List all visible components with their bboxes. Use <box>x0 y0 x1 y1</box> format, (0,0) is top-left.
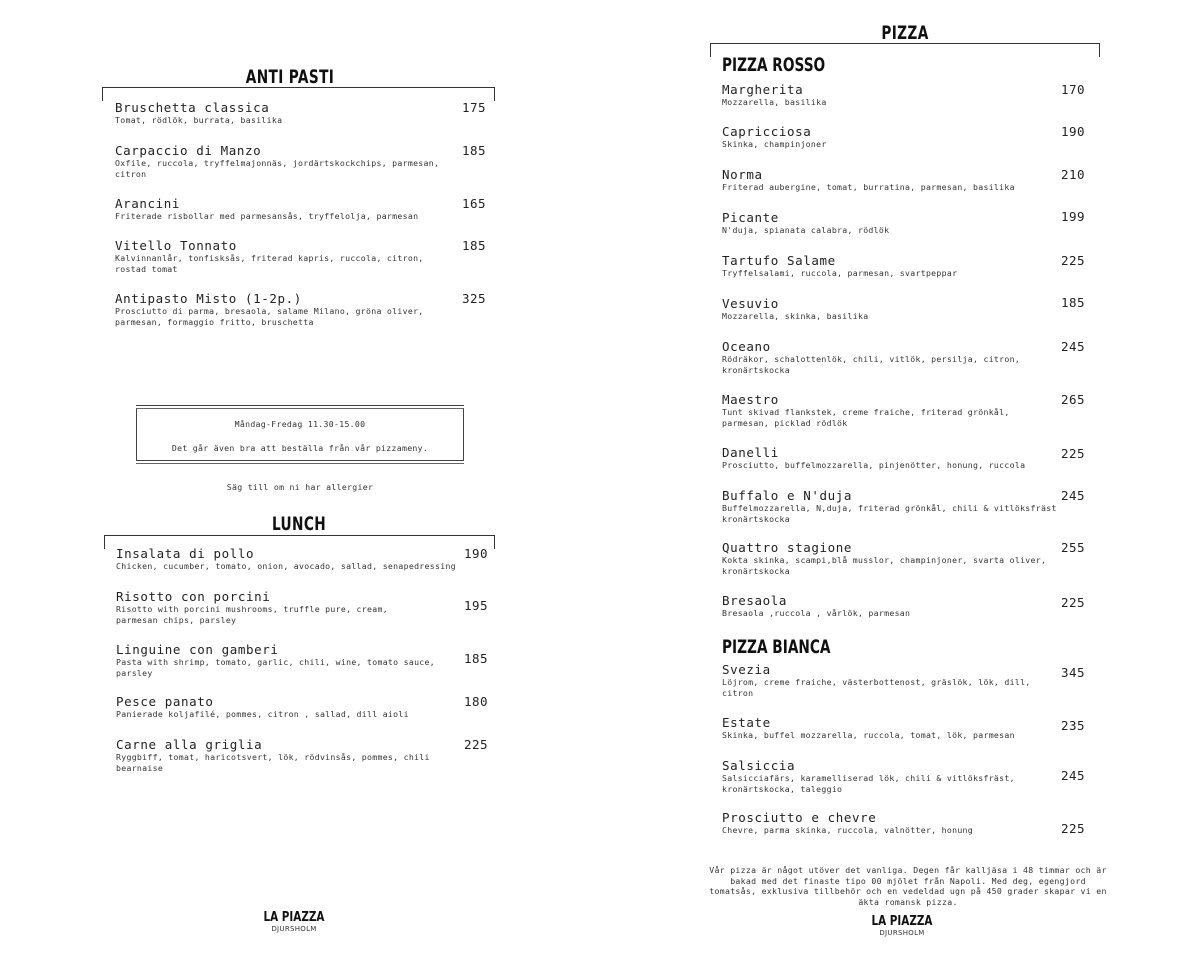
item-price: 225 <box>1061 446 1086 461</box>
allergy-note: Säg till om ni har allergier <box>226 482 374 492</box>
item-price: 180 <box>464 694 489 709</box>
item-price: 235 <box>1061 718 1086 733</box>
menu-item <box>116 546 506 572</box>
box-left-border <box>136 409 137 461</box>
item-price: 170 <box>1061 82 1086 97</box>
logo-right <box>852 914 952 937</box>
item-price: 185 <box>462 238 487 253</box>
item-desc: Skinka, buffel mozzarella, ruccola, tomat, lök, parmesan <box>722 730 1015 740</box>
box-bottom-border <box>136 460 464 464</box>
menu-item <box>115 100 505 126</box>
pizza-rosso-title: PIZZA ROSSO <box>722 54 826 76</box>
item-name: Tartufo Salame <box>722 253 836 268</box>
item-price: 245 <box>1061 339 1086 354</box>
item-name: Risotto con porcini <box>116 589 271 604</box>
item-name: Vitello Tonnato <box>115 238 237 253</box>
item-desc: Oxfile, ruccola, tryffelmajonnäs, jordärtskockchips, parmesan, citron <box>115 158 440 179</box>
item-price: 210 <box>1061 167 1086 182</box>
item-price: 185 <box>464 651 489 666</box>
item-name: Quattro stagione <box>722 540 853 555</box>
item-price: 245 <box>1061 768 1086 783</box>
item-desc: Löjrom, creme fraiche, västerbottenost, gräslök, lök, dill, citron <box>722 677 1031 698</box>
item-name: Arancini <box>115 196 181 211</box>
item-name: Capricciosa <box>722 124 812 139</box>
menu-item <box>722 540 1062 576</box>
item-name: Salsiccia <box>722 758 796 773</box>
menu-item <box>115 196 505 222</box>
item-desc: Buffelmozzarella, N,duja, friterad grönkål, chili & vitlöksfräst kronärtskocka <box>722 503 1057 524</box>
item-desc: N'duja, spianata calabra, rödlök <box>722 225 890 235</box>
logo-location: DJURSHOLM <box>271 925 317 933</box>
item-desc: Friterade risbollar med parmesansås, tryffelolja, parmesan <box>115 211 419 221</box>
box-right-border <box>463 409 464 461</box>
item-name: Oceano <box>722 339 771 354</box>
menu-item <box>115 291 505 327</box>
item-price: 190 <box>1061 124 1086 139</box>
menu-item <box>116 737 506 773</box>
pizza-title: PIZZA <box>881 22 929 44</box>
item-price: 225 <box>1061 595 1086 610</box>
lunch-hours: Måndag-Fredag 11.30-15.00 <box>234 419 366 429</box>
item-desc: Mozzarella, basilika <box>722 97 827 107</box>
item-desc: Panierade koljafilé, pommes, citron , sallad, dill aioli <box>116 709 409 719</box>
item-name: Carpaccio di Manzo <box>115 143 262 158</box>
item-price: 199 <box>1061 209 1086 224</box>
item-price: 185 <box>462 143 487 158</box>
logo-location: DJURSHOLM <box>879 929 925 937</box>
item-name: Vesuvio <box>722 296 779 311</box>
item-desc: Friterad aubergine, tomat, burratina, parmesan, basilika <box>722 182 1015 192</box>
item-desc: Risotto with porcini mushrooms, truffle pure, cream, parmesan chips, parsley <box>116 604 388 625</box>
item-price: 255 <box>1061 540 1086 555</box>
item-desc: Skinka, champinjoner <box>722 139 827 149</box>
item-price: 345 <box>1061 665 1086 680</box>
menu-item <box>722 758 1062 794</box>
item-price: 225 <box>464 737 489 752</box>
item-name: Insalata di pollo <box>116 546 255 561</box>
pizza-footer-note: Vår pizza är något utöver det vanliga. Degen får kalljäsa i 48 timmar och är bakad med det finaste tipo 00 mjölet från Napoli. Med deg, egengjord tomatsås, exklusiva tillbehör och en vedeldad ugn på 450 grader skapar vi en äkta romansk pizza. <box>709 865 1107 907</box>
menu-item <box>722 593 1062 619</box>
menu-item <box>722 253 1062 279</box>
lunch-note: Det går även bra att beställa från vår pizzameny. <box>171 443 429 453</box>
menu-item <box>722 124 1062 150</box>
item-price: 225 <box>1061 821 1086 836</box>
item-name: Norma <box>722 167 763 182</box>
item-name: Carne alla griglia <box>116 737 263 752</box>
item-desc: Chicken, cucumber, tomato, onion, avocado, sallad, senapedressing <box>116 561 456 571</box>
item-desc: Rödräkor, schalottenlök, chili, vitlök, persilja, citron, kronärtskocka <box>722 354 1021 375</box>
menu-item <box>115 238 505 274</box>
menu-item <box>722 82 1062 108</box>
menu-item <box>722 445 1062 471</box>
item-name: Margherita <box>722 82 804 97</box>
item-price: 225 <box>1061 253 1086 268</box>
box-top-border <box>136 405 464 409</box>
item-desc: Tunt skivad flankstek, creme fraiche, friterad grönkål, parmesan, picklad rödlök <box>722 407 1010 428</box>
item-desc: Prosciutto, buffelmozzarella, pinjenötter, honung, ruccola <box>722 460 1026 470</box>
item-desc: Salsicciafärs, karamelliserad lök, chili & vitlöksfräst, kronärtskocka, taleggio <box>722 773 1015 794</box>
item-name: Linguine con gamberi <box>116 642 279 657</box>
menu-item <box>722 392 1062 428</box>
item-name: Antipasto Misto (1-2p.) <box>115 291 302 306</box>
item-desc: Mozzarella, skinka, basilika <box>722 311 869 321</box>
logo-name: LA PIAZZA <box>263 910 325 925</box>
menu-item <box>116 642 506 678</box>
menu-item <box>722 488 1062 524</box>
item-price: 185 <box>1061 295 1086 310</box>
item-desc: Tryffelsalami, ruccola, parmesan, svartpeppar <box>722 268 958 278</box>
item-name: Danelli <box>722 445 779 460</box>
item-name: Estate <box>722 715 771 730</box>
item-price: 265 <box>1061 392 1086 407</box>
antipasti-bracket <box>102 87 495 101</box>
menu-item <box>116 694 506 720</box>
item-price: 190 <box>464 546 489 561</box>
item-desc: Kalvinnanlår, tonfisksås, friterad kapris, ruccola, citron, rostad tomat <box>115 253 424 274</box>
item-name: Buffalo e N'duja <box>722 488 853 503</box>
pizza-bianca-title: PIZZA BIANCA <box>722 636 831 658</box>
antipasti-title: ANTI PASTI <box>245 66 335 88</box>
menu-item <box>722 210 1062 236</box>
item-name: Bruschetta classica <box>115 100 270 115</box>
menu-item <box>722 339 1062 375</box>
menu-item <box>722 810 1062 836</box>
item-desc: Ryggbiff, tomat, haricotsvert, lök, rödvinsås, pommes, chili bearnaise <box>116 752 430 773</box>
menu-item <box>722 167 1062 193</box>
item-desc: Kokta skinka, scampi,blå musslor, champinjoner, svarta oliver, kronärtskocka <box>722 555 1047 576</box>
item-name: Prosciutto e chevre <box>722 810 877 825</box>
menu-item <box>722 662 1062 698</box>
item-desc: Bresaola ,ruccola , vårlök, parmesan <box>722 608 911 618</box>
item-desc: Prosciutto di parma, bresaola, salame Milano, gröna oliver, parmesan, formaggio fritto, bruschetta <box>115 306 424 327</box>
item-price: 325 <box>462 291 487 306</box>
item-price: 195 <box>464 598 489 613</box>
item-price: 165 <box>462 196 487 211</box>
menu-item <box>115 143 505 179</box>
logo-left <box>244 910 344 933</box>
menu-item <box>116 589 506 625</box>
item-desc: Pasta with shrimp, tomato, garlic, chili, wine, tomato sauce, parsley <box>116 657 435 678</box>
item-name: Maestro <box>722 392 779 407</box>
lunch-title: LUNCH <box>271 513 327 535</box>
lunch-hours-box <box>136 405 464 465</box>
menu-item <box>722 296 1062 322</box>
item-name: Picante <box>722 210 779 225</box>
logo-name: LA PIAZZA <box>871 914 933 929</box>
item-price: 175 <box>462 100 487 115</box>
item-price: 245 <box>1061 488 1086 503</box>
item-name: Svezia <box>722 662 771 677</box>
menu-item <box>722 715 1062 741</box>
item-name: Bresaola <box>722 593 788 608</box>
item-name: Pesce panato <box>116 694 214 709</box>
item-desc: Tomat, rödlök, burrata, basilika <box>115 115 283 125</box>
item-desc: Chevre, parma skinka, ruccola, valnötter, honung <box>722 825 974 835</box>
